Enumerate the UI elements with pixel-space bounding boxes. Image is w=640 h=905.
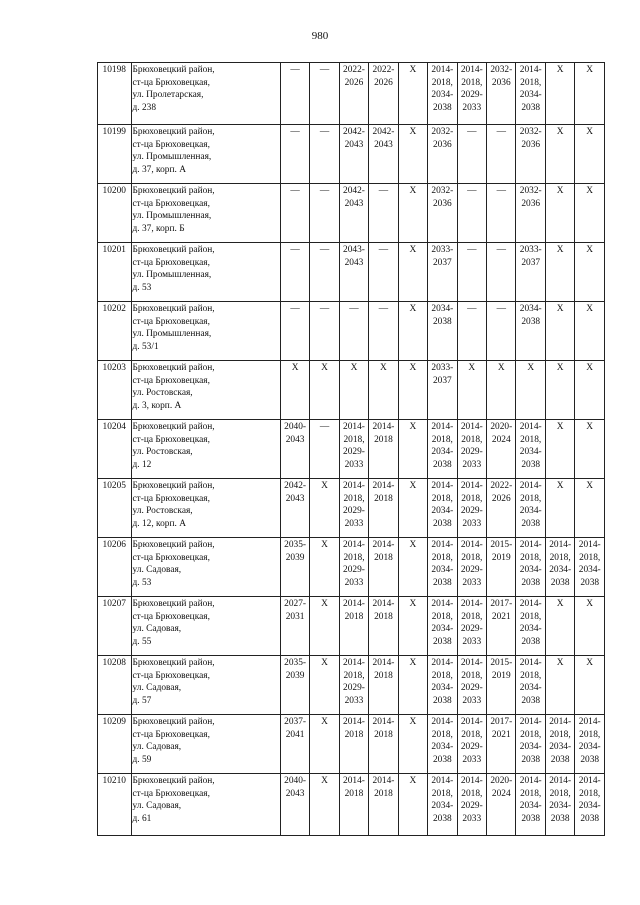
- address-cell: Брюховецкий район, ст-ца Брюховецкая, ул. Промышленная, д. 37, корп. А: [131, 125, 280, 184]
- period-cell: X: [398, 125, 427, 184]
- period-cell: 2014- 2018, 2029- 2033: [457, 479, 486, 538]
- period-cell: —: [487, 302, 516, 361]
- period-cell: 2042- 2043: [339, 125, 368, 184]
- period-cell: X: [575, 302, 605, 361]
- period-cell: X: [545, 302, 574, 361]
- period-cell: 2033- 2037: [516, 243, 545, 302]
- object-number-cell: 10205: [98, 479, 132, 538]
- period-cell: 2014- 2018, 2029- 2033: [457, 774, 486, 836]
- address-cell: Брюховецкий район, ст-ца Брюховецкая, ул. Ростовская, д. 12: [131, 420, 280, 479]
- address-cell: Брюховецкий район, ст-ца Брюховецкая, ул. Ростовская, д. 12, корп. А: [131, 479, 280, 538]
- period-cell: 2014- 2018, 2029- 2033: [457, 597, 486, 656]
- period-cell: 2014- 2018: [339, 715, 368, 774]
- period-cell: —: [457, 302, 486, 361]
- period-cell: X: [369, 361, 398, 420]
- period-cell: X: [545, 243, 574, 302]
- period-cell: 2040- 2043: [280, 774, 309, 836]
- period-cell: X: [310, 715, 339, 774]
- period-cell: X: [575, 656, 605, 715]
- period-cell: 2014- 2018, 2029- 2033: [339, 538, 368, 597]
- object-number-cell: 10200: [98, 184, 132, 243]
- period-cell: 2043- 2043: [339, 243, 368, 302]
- period-cell: —: [457, 184, 486, 243]
- period-cell: X: [575, 361, 605, 420]
- period-cell: X: [310, 479, 339, 538]
- period-cell: 2014- 2018: [369, 656, 398, 715]
- period-cell: —: [369, 184, 398, 243]
- period-cell: X: [310, 361, 339, 420]
- period-cell: 2014- 2018, 2034- 2038: [428, 774, 457, 836]
- period-cell: 2014- 2018: [339, 774, 368, 836]
- period-cell: 2014- 2018, 2034- 2038: [575, 715, 605, 774]
- table-row: [98, 63, 605, 125]
- period-cell: X: [398, 656, 427, 715]
- table-row: [98, 125, 605, 184]
- period-cell: —: [369, 243, 398, 302]
- period-cell: 2014- 2018: [369, 538, 398, 597]
- period-cell: X: [398, 479, 427, 538]
- period-cell: 2014- 2018, 2034- 2038: [575, 774, 605, 836]
- period-cell: —: [487, 184, 516, 243]
- page-number: 980: [311, 30, 329, 42]
- period-cell: 2032- 2036: [516, 184, 545, 243]
- period-cell: 2014- 2018, 2029- 2033: [339, 479, 368, 538]
- period-cell: X: [398, 715, 427, 774]
- period-cell: X: [545, 125, 574, 184]
- object-number-cell: 10202: [98, 302, 132, 361]
- period-cell: 2014- 2018, 2029- 2033: [457, 420, 486, 479]
- period-cell: 2014- 2018, 2034- 2038: [428, 420, 457, 479]
- period-cell: 2022- 2026: [339, 63, 368, 125]
- period-cell: 2042- 2043: [280, 479, 309, 538]
- table-row: [98, 656, 605, 715]
- period-cell: 2032- 2036: [487, 63, 516, 125]
- period-cell: 2042- 2043: [339, 184, 368, 243]
- period-cell: 2015- 2019: [487, 656, 516, 715]
- period-cell: X: [398, 420, 427, 479]
- period-cell: 2014- 2018, 2034- 2038: [428, 479, 457, 538]
- address-cell: Брюховецкий район, ст-ца Брюховецкая, ул. Ростовская, д. 3, корп. А: [131, 361, 280, 420]
- period-cell: 2014- 2018, 2029- 2033: [457, 63, 486, 125]
- object-number-cell: 10208: [98, 656, 132, 715]
- period-cell: 2033- 2037: [428, 361, 457, 420]
- object-number-cell: 10199: [98, 125, 132, 184]
- object-number-cell: 10203: [98, 361, 132, 420]
- period-cell: 2032- 2036: [428, 125, 457, 184]
- period-cell: 2014- 2018, 2034- 2038: [516, 774, 545, 836]
- period-cell: 2014- 2018, 2029- 2033: [457, 538, 486, 597]
- address-cell: Брюховецкий район, ст-ца Брюховецкая, ул. Садовая, д. 55: [131, 597, 280, 656]
- period-cell: 2017- 2021: [487, 715, 516, 774]
- period-cell: 2014- 2018: [369, 597, 398, 656]
- period-cell: X: [575, 125, 605, 184]
- period-cell: X: [310, 656, 339, 715]
- table-row: [98, 479, 605, 538]
- period-cell: 2014- 2018, 2034- 2038: [516, 656, 545, 715]
- period-cell: X: [545, 420, 574, 479]
- table-body: [98, 63, 605, 836]
- address-cell: Брюховецкий район, ст-ца Брюховецкая, ул. Промышленная, д. 37, корп. Б: [131, 184, 280, 243]
- table-row: [98, 243, 605, 302]
- period-cell: 2014- 2018, 2034- 2038: [516, 538, 545, 597]
- period-cell: 2014- 2018, 2029- 2033: [339, 420, 368, 479]
- period-cell: 2014- 2018, 2034- 2038: [545, 538, 574, 597]
- address-cell: Брюховецкий район, ст-ца Брюховецкая, ул. Садовая, д. 53: [131, 538, 280, 597]
- period-cell: X: [339, 361, 368, 420]
- period-cell: —: [310, 420, 339, 479]
- period-cell: X: [310, 774, 339, 836]
- period-cell: 2033- 2037: [428, 243, 457, 302]
- period-cell: X: [545, 479, 574, 538]
- period-cell: 2035- 2039: [280, 538, 309, 597]
- object-number-cell: 10207: [98, 597, 132, 656]
- table-row: [98, 361, 605, 420]
- period-cell: 2040- 2043: [280, 420, 309, 479]
- period-cell: —: [487, 125, 516, 184]
- period-cell: X: [545, 63, 574, 125]
- period-cell: 2032- 2036: [428, 184, 457, 243]
- period-cell: 2037- 2041: [280, 715, 309, 774]
- table-row: [98, 184, 605, 243]
- period-cell: 2034- 2038: [428, 302, 457, 361]
- object-number-cell: 10198: [98, 63, 132, 125]
- period-cell: X: [398, 538, 427, 597]
- period-cell: —: [280, 63, 309, 125]
- period-cell: 2014- 2018, 2034- 2038: [428, 715, 457, 774]
- period-cell: —: [280, 125, 309, 184]
- period-cell: 2014- 2018, 2034- 2038: [545, 715, 574, 774]
- period-cell: 2022- 2026: [369, 63, 398, 125]
- period-cell: —: [310, 125, 339, 184]
- period-cell: 2014- 2018, 2034- 2038: [428, 597, 457, 656]
- period-cell: 2014- 2018, 2034- 2038: [516, 479, 545, 538]
- period-cell: —: [280, 302, 309, 361]
- period-cell: 2014- 2018: [369, 715, 398, 774]
- period-cell: 2014- 2018, 2029- 2033: [457, 715, 486, 774]
- period-cell: X: [280, 361, 309, 420]
- period-cell: X: [575, 597, 605, 656]
- period-cell: —: [457, 243, 486, 302]
- period-cell: —: [487, 243, 516, 302]
- period-cell: X: [398, 243, 427, 302]
- period-cell: 2022- 2026: [487, 479, 516, 538]
- table-row: [98, 597, 605, 656]
- period-cell: 2014- 2018, 2034- 2038: [428, 538, 457, 597]
- object-number-cell: 10204: [98, 420, 132, 479]
- period-cell: 2027- 2031: [280, 597, 309, 656]
- address-cell: Брюховецкий район, ст-ца Брюховецкая, ул. Садовая, д. 59: [131, 715, 280, 774]
- period-cell: 2015- 2019: [487, 538, 516, 597]
- table-row: [98, 715, 605, 774]
- period-cell: 2014- 2018, 2034- 2038: [575, 538, 605, 597]
- period-cell: 2014- 2018: [339, 597, 368, 656]
- period-cell: X: [575, 63, 605, 125]
- object-number-cell: 10206: [98, 538, 132, 597]
- period-cell: —: [339, 302, 368, 361]
- period-cell: 2014- 2018, 2034- 2038: [428, 656, 457, 715]
- period-cell: —: [280, 243, 309, 302]
- period-cell: X: [545, 597, 574, 656]
- address-cell: Брюховецкий район, ст-ца Брюховецкая, ул. Промышленная, д. 53: [131, 243, 280, 302]
- period-cell: X: [575, 420, 605, 479]
- period-cell: X: [398, 774, 427, 836]
- period-cell: 2020- 2024: [487, 774, 516, 836]
- object-number-cell: 10210: [98, 774, 132, 836]
- period-cell: X: [545, 361, 574, 420]
- period-cell: 2017- 2021: [487, 597, 516, 656]
- period-cell: X: [310, 597, 339, 656]
- period-cell: X: [575, 243, 605, 302]
- address-cell: Брюховецкий район, ст-ца Брюховецкая, ул. Пролетарская, д. 238: [131, 63, 280, 125]
- period-cell: —: [310, 63, 339, 125]
- period-cell: X: [487, 361, 516, 420]
- table-row: [98, 420, 605, 479]
- registry-table: [97, 62, 605, 836]
- period-cell: 2014- 2018, 2034- 2038: [545, 774, 574, 836]
- period-cell: 2014- 2018: [369, 420, 398, 479]
- period-cell: X: [310, 538, 339, 597]
- object-number-cell: 10209: [98, 715, 132, 774]
- address-cell: Брюховецкий район, ст-ца Брюховецкая, ул. Садовая, д. 57: [131, 656, 280, 715]
- address-cell: Брюховецкий район, ст-ца Брюховецкая, ул. Садовая, д. 61: [131, 774, 280, 836]
- period-cell: 2035- 2039: [280, 656, 309, 715]
- period-cell: 2014- 2018, 2034- 2038: [516, 597, 545, 656]
- period-cell: —: [310, 243, 339, 302]
- period-cell: 2014- 2018, 2034- 2038: [516, 420, 545, 479]
- address-cell: Брюховецкий район, ст-ца Брюховецкая, ул. Промышленная, д. 53/1: [131, 302, 280, 361]
- table-row: [98, 538, 605, 597]
- period-cell: —: [457, 125, 486, 184]
- table-row: [98, 302, 605, 361]
- period-cell: —: [280, 184, 309, 243]
- period-cell: 2032- 2036: [516, 125, 545, 184]
- period-cell: X: [545, 184, 574, 243]
- period-cell: 2034- 2038: [516, 302, 545, 361]
- object-number-cell: 10201: [98, 243, 132, 302]
- period-cell: 2014- 2018: [369, 774, 398, 836]
- period-cell: 2014- 2018, 2034- 2038: [516, 715, 545, 774]
- period-cell: X: [398, 361, 427, 420]
- period-cell: X: [545, 656, 574, 715]
- period-cell: X: [575, 184, 605, 243]
- period-cell: X: [398, 63, 427, 125]
- period-cell: X: [575, 479, 605, 538]
- period-cell: X: [398, 597, 427, 656]
- period-cell: 2014- 2018: [369, 479, 398, 538]
- table-row: [98, 774, 605, 836]
- period-cell: 2042- 2043: [369, 125, 398, 184]
- period-cell: 2014- 2018, 2034- 2038: [428, 63, 457, 125]
- period-cell: 2020- 2024: [487, 420, 516, 479]
- period-cell: 2014- 2018, 2034- 2038: [516, 63, 545, 125]
- period-cell: 2014- 2018, 2029- 2033: [339, 656, 368, 715]
- period-cell: X: [398, 184, 427, 243]
- period-cell: —: [369, 302, 398, 361]
- period-cell: —: [310, 302, 339, 361]
- period-cell: X: [398, 302, 427, 361]
- period-cell: 2014- 2018, 2029- 2033: [457, 656, 486, 715]
- period-cell: —: [310, 184, 339, 243]
- period-cell: X: [516, 361, 545, 420]
- period-cell: X: [457, 361, 486, 420]
